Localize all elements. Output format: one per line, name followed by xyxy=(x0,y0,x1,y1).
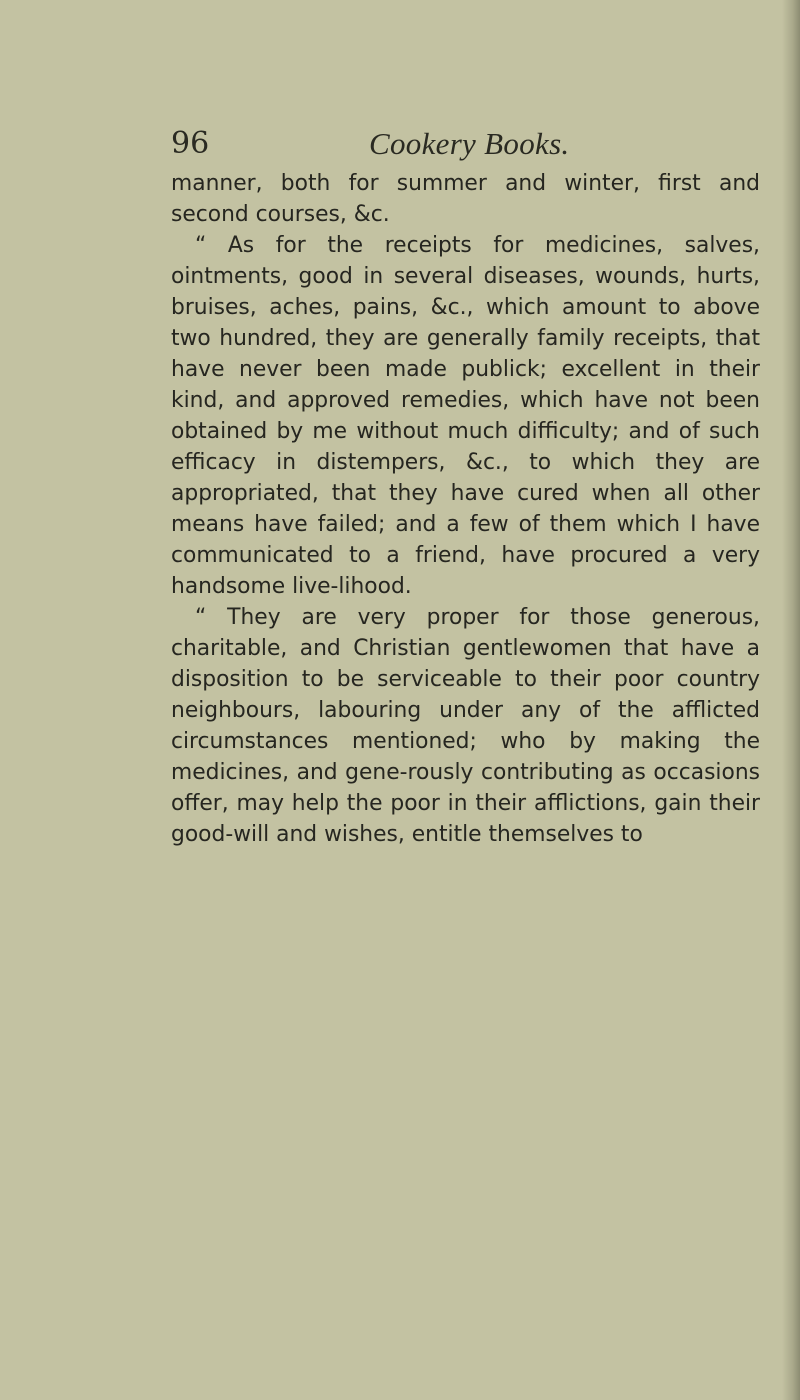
page-number: 96 xyxy=(171,126,210,161)
paragraph-receipts: “ As for the receipts for medicines, salves, ointments, good in several diseases, wounds, hurts, bruises, aches, pains, &c., which amount to above two hundred, they are generally family receipts, that have never been made publick; excellent in their kind, and approved remedies, which have not been obtained by me without much difficulty; and of such efficacy in distempers, &c., to which they are appropriated, that they have cured when all other means have failed; and a few of them which I have communicated to a friend, have procured a very handsome live-lihood. xyxy=(171,233,760,599)
running-title: Cookery Books. xyxy=(369,126,570,161)
body-text xyxy=(171,168,760,850)
paragraph-continuation: manner, both for summer and winter, first and second courses, &c. xyxy=(171,171,760,227)
paragraph-gentlewomen: “ They are very proper for those generous, charitable, and Christian gentlewomen that have a disposition to be serviceable to their poor country neighbours, labouring under any of the afflicted circumstances mentioned; who by making the medicines, and gene-rously contributing as occasions offer, may help the poor in their afflictions, gain their good-will and wishes, entitle themselves to xyxy=(171,605,760,847)
page-edge-shadow xyxy=(782,0,800,1400)
running-head xyxy=(171,126,631,162)
